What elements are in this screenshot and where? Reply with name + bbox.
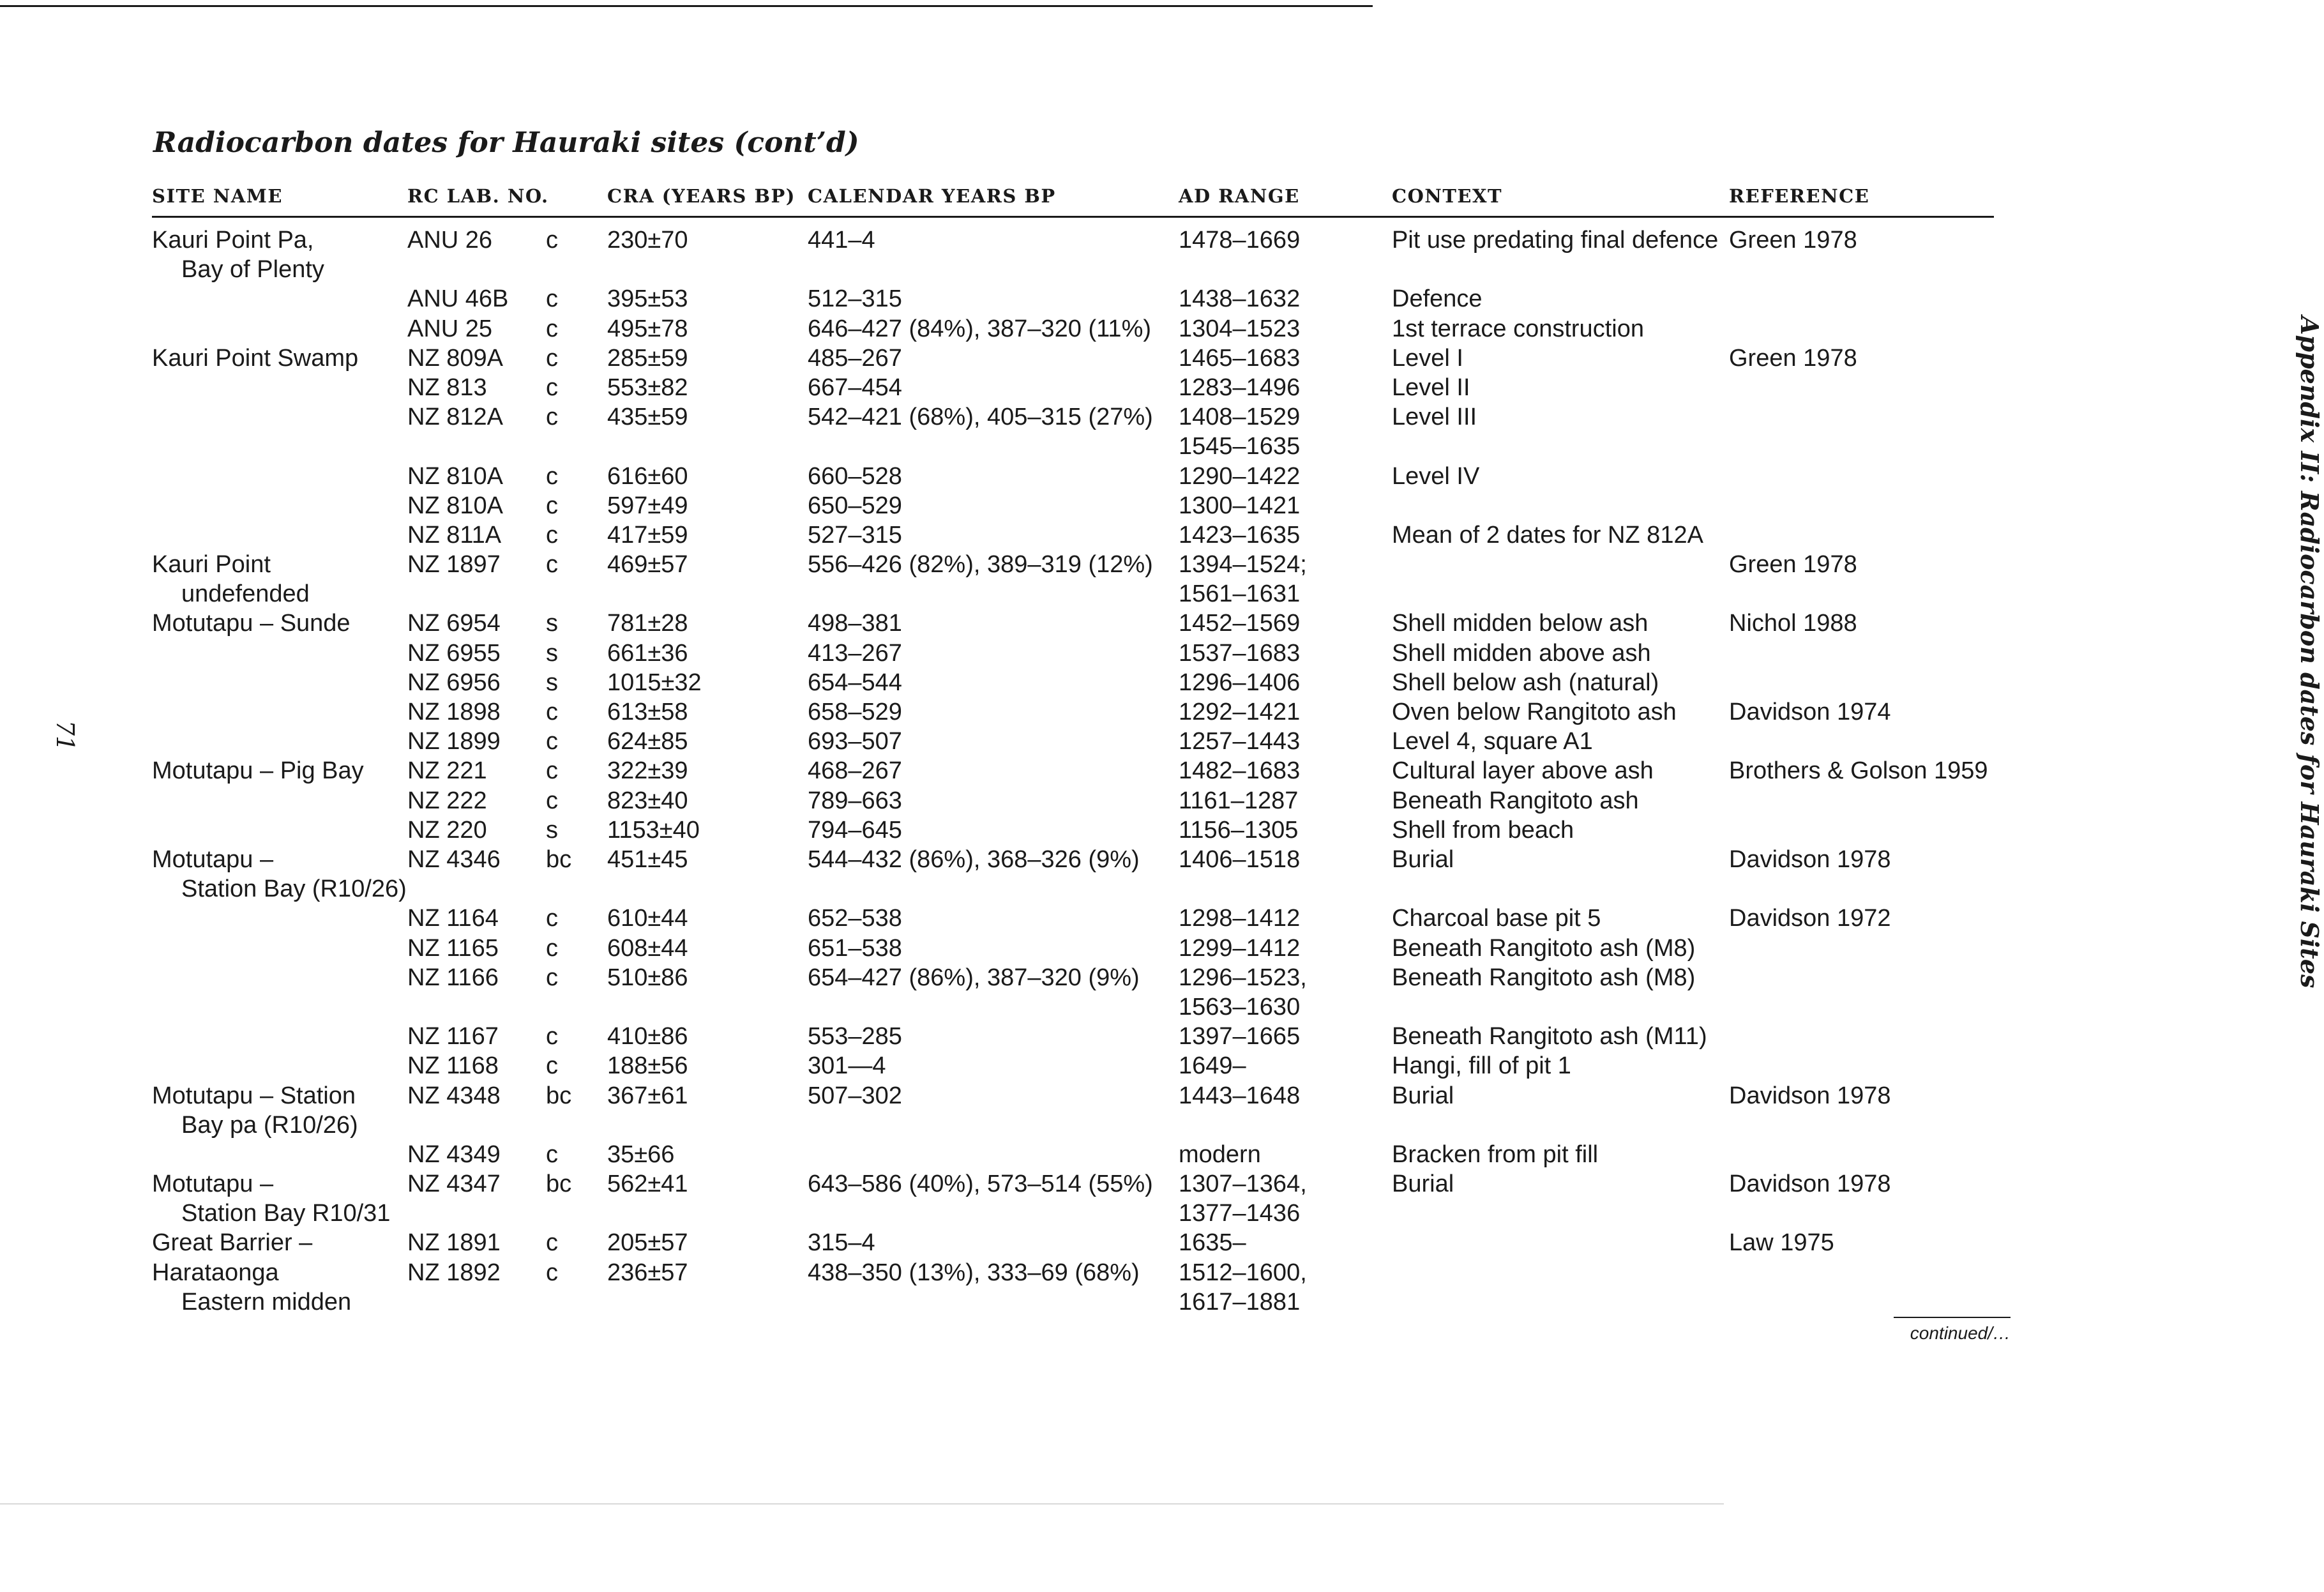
site-name-line1: Motutapu – Station [152,1082,356,1109]
calendar-years-cell: 315–4 [808,1229,875,1257]
context-cell: Cultural layer above ash [1392,757,1654,785]
table-row [152,1228,1994,1257]
table-row [152,697,1994,727]
context-cell: Mean of 2 dates for NZ 812A [1392,521,1703,549]
calendar-years-cell: 789–663 [808,787,902,814]
ad-range-line1: 1537–1683 [1179,639,1301,667]
reference-cell: Davidson 1972 [1729,905,1891,932]
sample-type-cell: c [546,227,558,254]
calendar-years-cell: 512–315 [808,285,902,313]
sample-type-cell: c [546,905,558,932]
lab-number-cell: ANU 26 [407,227,493,254]
sample-type-cell: c [546,1141,558,1168]
context-cell: Beneath Rangitoto ash (M11) [1392,1023,1707,1050]
sample-type-cell: c [546,285,558,313]
lab-number-cell: NZ 812A [407,404,503,431]
cra-cell: 613±58 [607,699,688,726]
cra-cell: 236±57 [607,1259,688,1286]
radiocarbon-table [152,180,1994,1317]
header-rc-lab-no: RC LAB. NO. [407,185,549,207]
ad-range-cell [1179,1081,1300,1111]
calendar-years-cell: 413–267 [808,639,902,667]
site-name-line1: Kauri Point Swamp [152,344,359,372]
sample-type-cell: bc [546,1082,572,1109]
table-row [152,225,1994,284]
lab-number-cell: NZ 1168 [407,1052,499,1080]
ad-range-line1: 1156–1305 [1179,816,1299,844]
sample-type-cell: s [546,610,558,637]
ad-range-cell [1179,402,1300,461]
site-name-line2: Bay pa (R10/26) [181,1111,358,1139]
ad-range-line1: 1482–1683 [1179,757,1301,785]
calendar-years-cell: 498–381 [808,610,902,637]
ad-range-line1: 1408–1529 [1179,404,1301,431]
cra-cell: 562±41 [607,1171,688,1198]
bottom-rule [0,1503,1724,1505]
lab-number-cell: NZ 4347 [407,1171,501,1198]
ad-range-line1: 1465–1683 [1179,344,1301,372]
sample-type-cell: c [546,728,558,755]
calendar-years-cell: 660–528 [808,462,902,490]
ad-range-line1: 1394–1524; [1179,551,1307,579]
ad-range-line1: 1478–1669 [1179,227,1301,254]
cra-cell: 495±78 [607,315,688,342]
ad-range-cell [1179,550,1307,609]
sample-type-cell: c [546,1023,558,1050]
table-row [152,639,1994,668]
ad-range-cell [1179,1022,1300,1051]
context-cell: Burial [1392,1171,1454,1198]
continued-note: continued/… [1894,1317,2011,1344]
ad-range-cell [1179,284,1300,314]
top-rule [0,5,1373,7]
ad-range-line1: 1423–1635 [1179,521,1301,549]
sample-type-cell: c [546,521,558,549]
sample-type-cell: c [546,315,558,342]
ad-range-line1: 1512–1600, [1179,1259,1307,1286]
table-row [152,904,1994,933]
context-cell: Shell below ash (natural) [1392,669,1659,696]
context-cell: Level III [1392,404,1477,431]
lab-number-cell: NZ 1891 [407,1229,501,1257]
header-calendar-years: CALENDAR YEARS BP [808,185,1056,207]
ad-range-line1: 1307–1364, [1179,1171,1307,1198]
sample-type-cell: c [546,964,558,991]
table-row [152,462,1994,491]
page-title: Radiocarbon dates for Hauraki sites (cont’d) [153,126,859,159]
lab-number-cell: ANU 46B [407,285,509,313]
context-cell: Burial [1392,1082,1454,1109]
cra-cell: 823±40 [607,787,688,814]
site-name-cell [152,845,407,904]
calendar-years-cell: 794–645 [808,816,902,844]
header-ad-range: AD RANGE [1179,185,1300,207]
lab-number-cell: ANU 25 [407,315,493,342]
lab-number-cell: NZ 220 [407,816,487,844]
lab-number-cell: NZ 222 [407,787,487,814]
ad-range-line1: 1298–1412 [1179,905,1301,932]
sample-type-cell: bc [546,845,572,873]
lab-number-cell: NZ 1166 [407,964,499,991]
table-row [152,314,1994,344]
context-cell: Level IV [1392,462,1480,490]
site-name-line1: Great Barrier – [152,1229,313,1257]
reference-cell: Green 1978 [1729,227,1857,254]
ad-range-cell [1179,697,1300,727]
table-row [152,934,1994,963]
cra-cell: 435±59 [607,404,688,431]
cra-cell: 35±66 [607,1141,675,1168]
ad-range-cell [1179,314,1300,344]
ad-range-line1: 1257–1443 [1179,728,1301,755]
header-reference: REFERENCE [1729,185,1870,207]
table-row [152,491,1994,520]
calendar-years-cell: 654–544 [808,669,902,696]
sample-type-cell: s [546,816,558,844]
table-row [152,786,1994,815]
cra-cell: 661±36 [607,639,688,667]
sample-type-cell: c [546,1259,558,1286]
header-cra: CRA (YEARS BP) [607,185,796,207]
calendar-years-cell: 650–529 [808,492,902,519]
cra-cell: 469±57 [607,551,688,579]
lab-number-cell: NZ 1167 [407,1023,499,1050]
ad-range-line1: 1300–1421 [1179,492,1301,519]
ad-range-cell [1179,491,1300,520]
reference-cell: Brothers & Golson 1959 [1729,757,1988,785]
table-row [152,284,1994,314]
ad-range-line1: 1443–1648 [1179,1082,1301,1109]
ad-range-cell [1179,520,1300,550]
ad-range-cell [1179,815,1298,845]
ad-range-cell [1179,1228,1246,1257]
lab-number-cell: NZ 811A [407,521,502,549]
calendar-years-cell: 542–421 (68%), 405–315 (27%) [808,404,1153,431]
page-number: 71 [51,720,79,752]
site-name-cell [152,756,364,785]
cra-cell: 451±45 [607,845,688,873]
table-row [152,1051,1994,1080]
calendar-years-cell: 658–529 [808,699,902,726]
table-row [152,727,1994,756]
site-name-cell [152,1258,351,1317]
sample-type-cell: c [546,934,558,962]
reference-cell: Green 1978 [1729,344,1857,372]
ad-range-line2: 1377–1436 [1179,1200,1301,1227]
cra-cell: 616±60 [607,462,688,490]
lab-number-cell: NZ 1898 [407,699,501,726]
cra-cell: 410±86 [607,1023,688,1050]
calendar-years-cell: 485–267 [808,344,902,372]
lab-number-cell: NZ 1165 [407,934,499,962]
table-row [152,1022,1994,1051]
cra-cell: 510±86 [607,964,688,991]
calendar-years-cell: 646–427 (84%), 387–320 (11%) [808,315,1152,342]
context-cell: Shell midden above ash [1392,639,1651,667]
ad-range-cell [1179,639,1300,668]
calendar-years-cell: 553–285 [808,1023,902,1050]
ad-range-cell [1179,963,1307,1022]
site-name-line1: Motutapu – [152,845,274,873]
calendar-years-cell: 643–586 (40%), 573–514 (55%) [808,1171,1153,1198]
ad-range-cell [1179,1140,1261,1169]
table-row [152,815,1994,845]
calendar-years-cell: 441–4 [808,227,875,254]
table-row [152,550,1994,609]
calendar-years-cell: 527–315 [808,521,902,549]
site-name-line2: Station Bay R10/31 [181,1200,391,1227]
table-row [152,1140,1994,1169]
sample-type-cell: c [546,1229,558,1257]
lab-number-cell: NZ 1892 [407,1259,501,1286]
calendar-years-cell: 544–432 (86%), 368–326 (9%) [808,845,1140,873]
sample-type-cell: bc [546,1171,572,1198]
lab-number-cell: NZ 809A [407,344,503,372]
table-row [152,668,1994,697]
reference-cell: Nichol 1988 [1729,610,1857,637]
cra-cell: 1153±40 [607,816,700,844]
site-name-cell [152,225,324,284]
sample-type-cell: c [546,551,558,579]
ad-range-cell [1179,609,1300,638]
table-row [152,1258,1994,1317]
lab-number-cell: NZ 1897 [407,551,501,579]
cra-cell: 367±61 [607,1082,688,1109]
ad-range-line1: 1299–1412 [1179,934,1301,962]
table-row [152,520,1994,550]
ad-range-cell [1179,344,1300,373]
cra-cell: 597±49 [607,492,688,519]
site-name-line1: Harataonga [152,1259,279,1286]
context-cell: Defence [1392,285,1483,313]
ad-range-line1: modern [1179,1141,1261,1168]
calendar-years-cell: 652–538 [808,905,902,932]
table-row [152,609,1994,638]
ad-range-line1: 1292–1421 [1179,699,1301,726]
calendar-years-cell: 667–454 [808,374,902,401]
ad-range-line1: 1296–1523, [1179,964,1307,991]
site-name-line1: Kauri Point [152,551,271,579]
calendar-years-cell: 301—4 [808,1052,886,1080]
cra-cell: 395±53 [607,285,688,313]
lab-number-cell: NZ 810A [407,492,503,519]
context-cell: 1st terrace construction [1392,315,1644,342]
cra-cell: 205±57 [607,1229,688,1257]
site-name-cell [152,609,351,638]
sample-type-cell: c [546,1052,558,1080]
context-cell: Beneath Rangitoto ash (M8) [1392,964,1696,991]
ad-range-line1: 1452–1569 [1179,610,1301,637]
table-row [152,1081,1994,1140]
site-name-line2: Bay of Plenty [181,256,324,284]
ad-range-cell [1179,373,1300,402]
ad-range-line1: 1635– [1179,1229,1246,1257]
reference-cell: Davidson 1974 [1729,699,1891,726]
ad-range-line1: 1406–1518 [1179,845,1301,873]
ad-range-cell [1179,1169,1307,1228]
lab-number-cell: NZ 221 [407,757,487,785]
site-name-line2: Eastern midden [181,1288,352,1315]
lab-number-cell: NZ 813 [407,374,487,401]
reference-cell: Law 1975 [1729,1229,1834,1257]
cra-cell: 285±59 [607,344,688,372]
context-cell: Beneath Rangitoto ash (M8) [1392,934,1696,962]
ad-range-cell [1179,934,1300,963]
context-cell: Hangi, fill of pit 1 [1392,1052,1571,1080]
site-name-line2: undefended [181,580,310,608]
site-name-cell [152,550,310,609]
context-cell: Burial [1392,845,1454,873]
lab-number-cell: NZ 6956 [407,669,501,696]
sample-type-cell: c [546,699,558,726]
ad-range-cell [1179,668,1300,697]
cra-cell: 553±82 [607,374,688,401]
site-name-line2: Station Bay (R10/26) [181,876,407,903]
table-row [152,1169,1994,1228]
lab-number-cell: NZ 810A [407,462,503,490]
ad-range-line2: 1561–1631 [1179,580,1301,608]
context-cell: Shell midden below ash [1392,610,1649,637]
lab-number-cell: NZ 6955 [407,639,501,667]
table-row [152,756,1994,785]
ad-range-line2: 1617–1881 [1179,1288,1301,1315]
sample-type-cell: c [546,462,558,490]
lab-number-cell: NZ 1899 [407,728,501,755]
sample-type-cell: c [546,787,558,814]
table-body [152,218,1994,1317]
site-name-cell [152,1228,312,1257]
table-row [152,402,1994,461]
site-name-line1: Kauri Point Pa, [152,227,314,254]
table-row [152,344,1994,373]
ad-range-line2: 1563–1630 [1179,993,1301,1020]
context-cell: Level I [1392,344,1463,372]
lab-number-cell: NZ 4348 [407,1082,501,1109]
calendar-years-cell: 468–267 [808,757,902,785]
lab-number-cell: NZ 6954 [407,610,501,637]
site-name-cell [152,1169,390,1228]
ad-range-cell [1179,225,1300,255]
context-cell: Bracken from pit fill [1392,1141,1599,1168]
cra-cell: 610±44 [607,905,688,932]
context-cell: Level 4, square A1 [1392,728,1593,755]
ad-range-cell [1179,904,1300,933]
site-name-line1: Motutapu – Sunde [152,610,351,637]
calendar-years-cell: 693–507 [808,728,902,755]
context-cell: Beneath Rangitoto ash [1392,787,1639,814]
ad-range-cell [1179,462,1300,491]
calendar-years-cell: 556–426 (82%), 389–319 (12%) [808,551,1153,579]
calendar-years-cell: 654–427 (86%), 387–320 (9%) [808,964,1140,991]
cra-cell: 322±39 [607,757,688,785]
calendar-years-cell: 438–350 (13%), 333–69 (68%) [808,1259,1140,1286]
reference-cell: Davidson 1978 [1729,845,1891,873]
cra-cell: 417±59 [607,521,688,549]
sample-type-cell: s [546,639,558,667]
site-name-line1: Motutapu – Pig Bay [152,757,364,785]
calendar-years-cell: 507–302 [808,1082,902,1109]
header-context: CONTEXT [1392,185,1503,207]
ad-range-cell [1179,756,1300,785]
ad-range-line1: 1283–1496 [1179,374,1301,401]
ad-range-line1: 1290–1422 [1179,462,1301,490]
sample-type-cell: c [546,344,558,372]
ad-range-cell [1179,845,1300,874]
ad-range-line1: 1296–1406 [1179,669,1301,696]
lab-number-cell: NZ 1164 [407,905,499,932]
table-row [152,373,1994,402]
sample-type-cell: s [546,669,558,696]
ad-range-line1: 1438–1632 [1179,285,1301,313]
table-row [152,845,1994,904]
reference-cell: Davidson 1978 [1729,1082,1891,1109]
header-site-name: SITE NAME [152,185,283,207]
context-cell: Oven below Rangitoto ash [1392,699,1677,726]
cra-cell: 781±28 [607,610,688,637]
lab-number-cell: NZ 4346 [407,845,501,873]
calendar-years-cell: 651–538 [808,934,902,962]
sample-type-cell: c [546,374,558,401]
ad-range-line1: 1161–1287 [1179,787,1299,814]
lab-number-cell: NZ 4349 [407,1141,501,1168]
ad-range-line1: 1304–1523 [1179,315,1301,342]
cra-cell: 608±44 [607,934,688,962]
sample-type-cell: c [546,404,558,431]
table-header [152,180,1994,218]
ad-range-cell [1179,727,1300,756]
context-cell: Shell from beach [1392,816,1574,844]
context-cell: Level II [1392,374,1470,401]
ad-range-line1: 1397–1665 [1179,1023,1301,1050]
context-cell: Pit use predating final defence [1392,227,1719,254]
cra-cell: 1015±32 [607,669,702,696]
ad-range-cell [1179,1051,1246,1080]
site-name-line1: Motutapu – [152,1171,274,1198]
ad-range-line1: 1649– [1179,1052,1246,1080]
cra-cell: 188±56 [607,1052,688,1080]
sample-type-cell: c [546,492,558,519]
sample-type-cell: c [546,757,558,785]
site-name-cell [152,344,358,373]
ad-range-cell [1179,1258,1307,1317]
table-row [152,963,1994,1022]
ad-range-line2: 1545–1635 [1179,433,1301,460]
site-name-cell [152,1081,358,1140]
ad-range-cell [1179,786,1298,815]
reference-cell: Davidson 1978 [1729,1171,1891,1198]
context-cell: Charcoal base pit 5 [1392,905,1601,932]
reference-cell: Green 1978 [1729,551,1857,579]
running-header: Appendix II: Radiocarbon dates for Hauraki Sites [2295,316,2324,989]
cra-cell: 230±70 [607,227,688,254]
cra-cell: 624±85 [607,728,688,755]
